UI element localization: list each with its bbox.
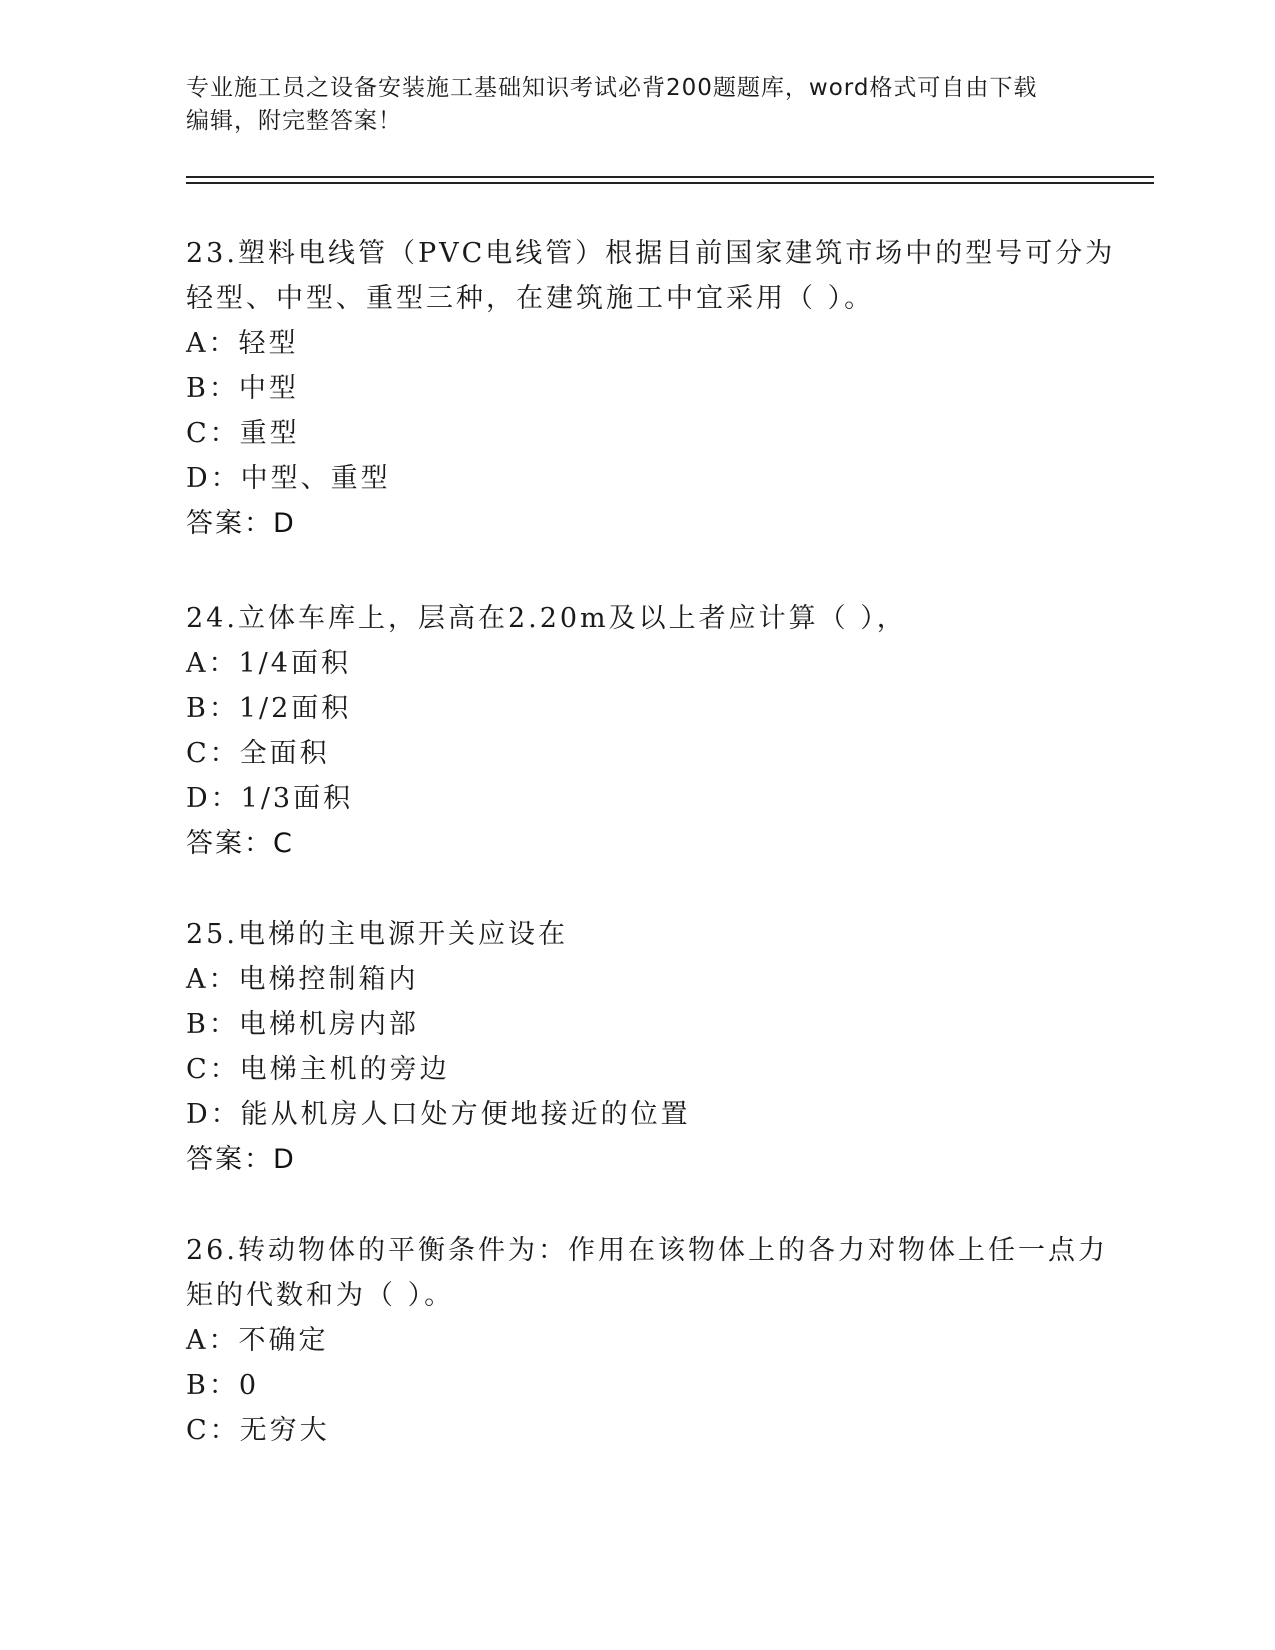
question-23-option-a: A：轻型 — [186, 328, 299, 359]
question-24-option-c: C：全面积 — [186, 738, 330, 769]
header-divider-top — [186, 176, 1154, 178]
header-divider-bottom — [186, 182, 1154, 184]
question-23-option-b: B：中型 — [186, 373, 299, 404]
question-26-option-a: A：不确定 — [186, 1325, 329, 1356]
question-26-option-c: C：无穷大 — [186, 1415, 330, 1446]
question-25-option-a: A：电梯控制箱内 — [186, 964, 419, 995]
question-24-option-a: A：1/4面积 — [186, 648, 351, 679]
header-title-line-2: 编辑，附完整答案！ — [186, 108, 402, 134]
question-23-option-c: C：重型 — [186, 418, 300, 449]
question-24-option-d: D：1/3面积 — [186, 783, 354, 814]
question-24-stem-line-1: 24.立体车库上，层高在2.20m及以上者应计算（ ）， — [186, 603, 907, 634]
question-23-stem-line-1: 23.塑料电线管（PVC电线管）根据目前国家建筑市场中的型号可分为 — [186, 238, 1116, 269]
question-24-option-b: B：1/2面积 — [186, 693, 352, 724]
document-header — [186, 72, 1086, 138]
question-24-answer: 答案：C — [186, 828, 294, 859]
question-26-option-b: B：0 — [186, 1370, 260, 1401]
question-23-answer: 答案：D — [186, 508, 296, 539]
question-26-stem-line-2: 矩的代数和为（ ）。 — [186, 1280, 455, 1311]
question-25-option-b: B：电梯机房内部 — [186, 1009, 419, 1040]
question-23-option-d: D：中型、重型 — [186, 463, 391, 494]
question-25-option-c: C：电梯主机的旁边 — [186, 1054, 450, 1085]
question-25-stem-line-1: 25.电梯的主电源开关应设在 — [186, 919, 568, 950]
question-23-stem-line-2: 轻型、中型、重型三种，在建筑施工中宜采用（ ）。 — [186, 283, 875, 314]
question-25-option-d: D：能从机房人口处方便地接近的位置 — [186, 1099, 691, 1130]
question-25-answer: 答案：D — [186, 1144, 296, 1175]
header-title-line-1: 专业施工员之设备安装施工基础知识考试必背200题题库，word格式可自由下载 — [186, 75, 1038, 101]
question-26-stem-line-1: 26.转动物体的平衡条件为：作用在该物体上的各力对物体上任一点力 — [186, 1235, 1108, 1266]
